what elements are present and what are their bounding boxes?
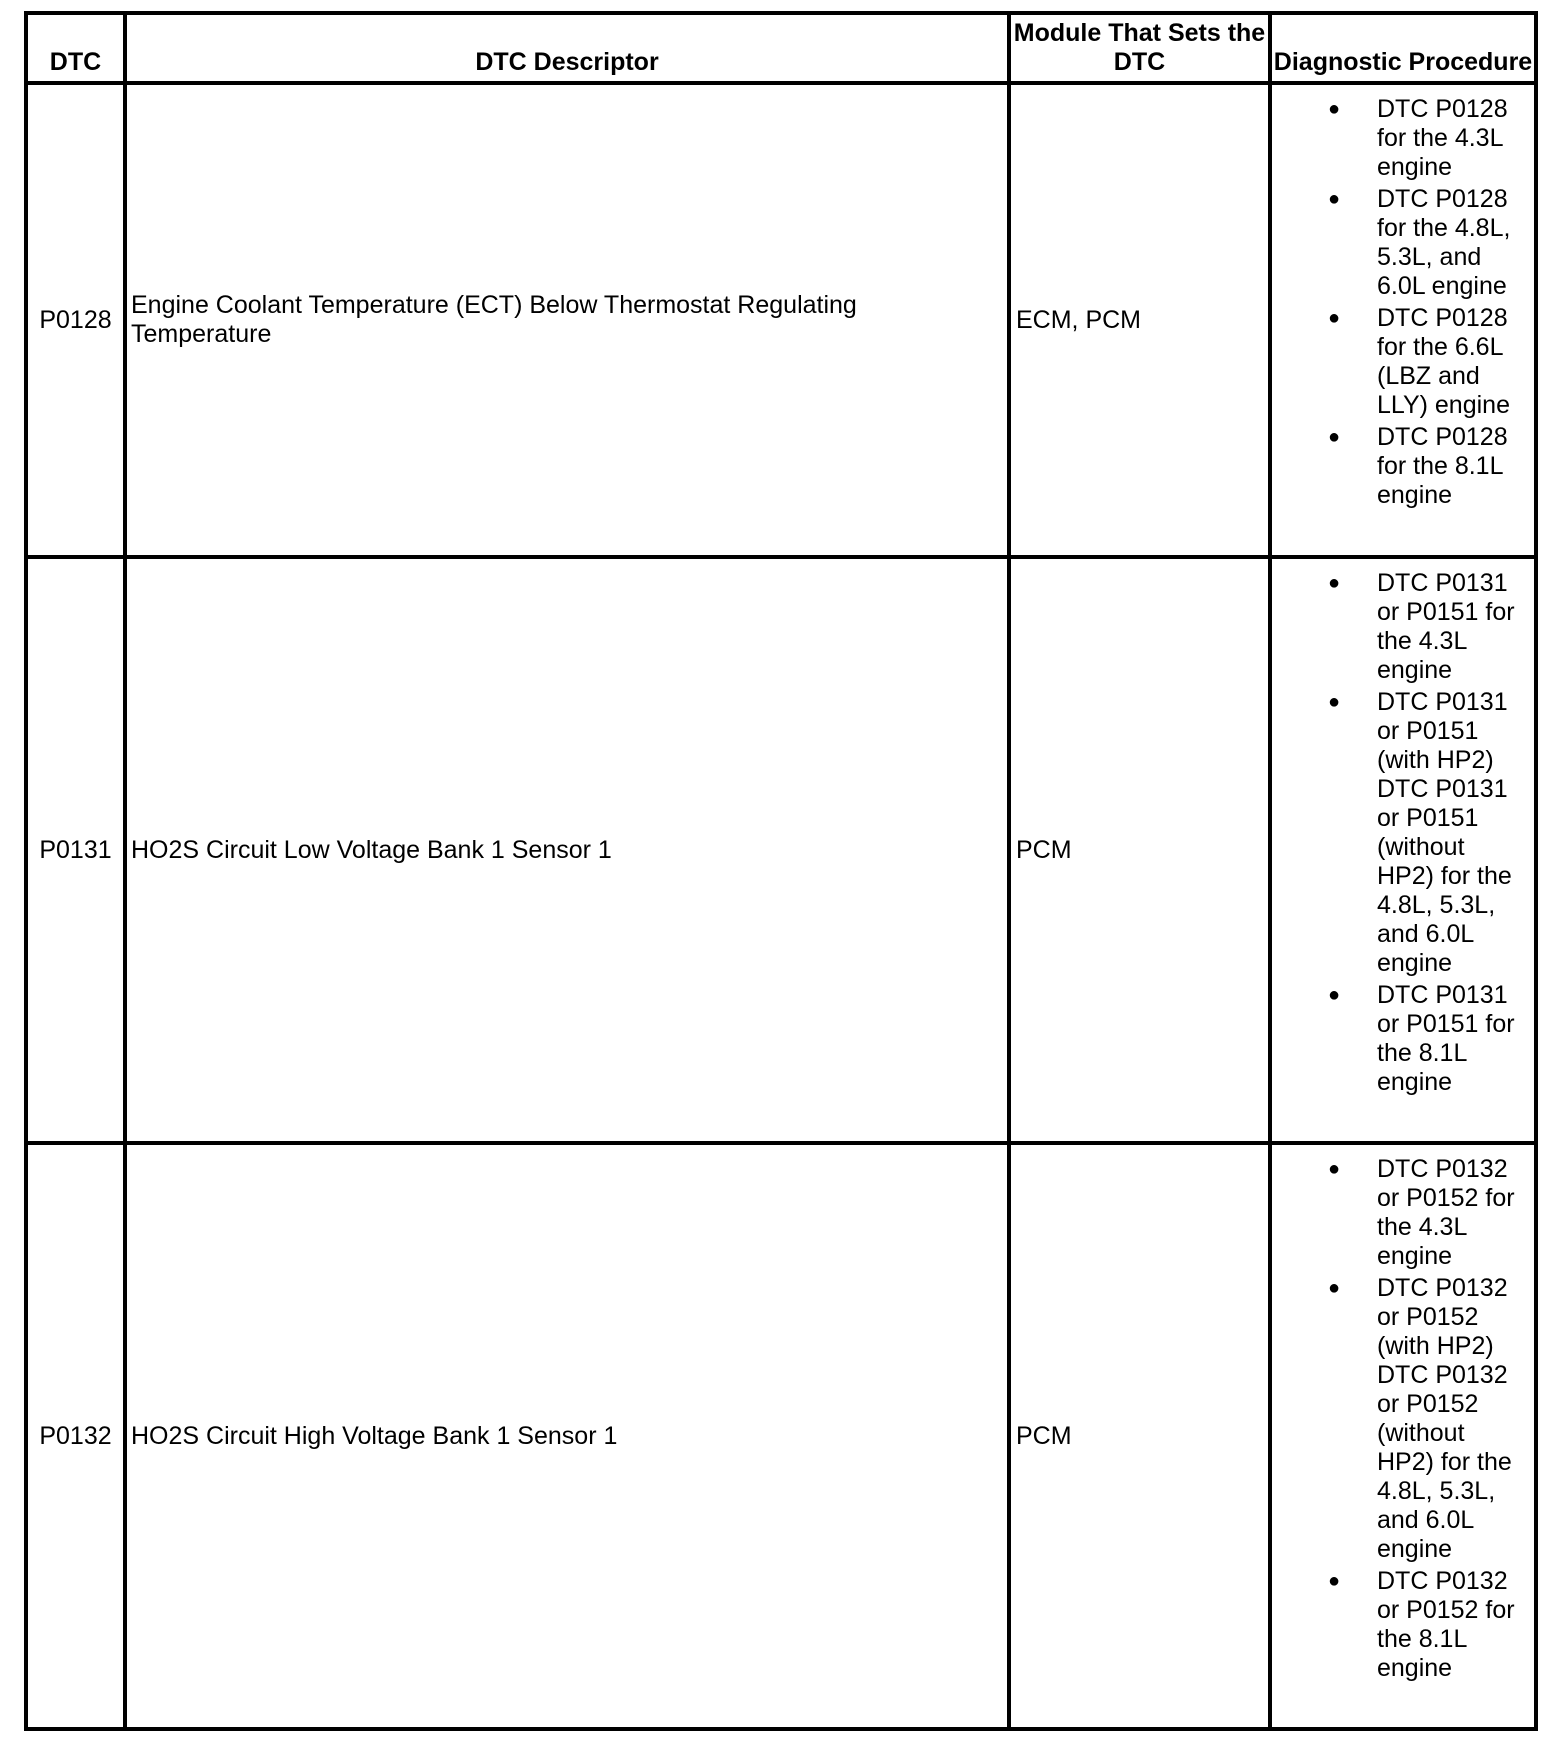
- bullet-icon: ●: [1328, 1158, 1341, 1180]
- dtc-descriptor: HO2S Circuit Low Voltage Bank 1 Sensor 1: [125, 557, 1009, 1143]
- bullet-icon: ●: [1328, 1570, 1341, 1592]
- bullet-icon: ●: [1328, 984, 1341, 1006]
- dtc-code: P0128: [26, 83, 125, 557]
- procedure-link[interactable]: [1272, 1274, 1534, 1564]
- procedure-text[interactable]: DTC P0131 or P0151 for the 8.1L engine: [1377, 981, 1515, 1096]
- header-dtc-descriptor: DTC Descriptor: [125, 13, 1009, 83]
- procedure-text[interactable]: DTC P0131 or P0151 for the 4.3L engine: [1377, 569, 1515, 684]
- procedure-cell: [1270, 557, 1536, 1143]
- procedure-text[interactable]: DTC P0131 or P0151 (with HP2) DTC P0131 or P0151 (without HP2) for the 4.8L, 5.3L, and 6.0L engine: [1377, 688, 1512, 977]
- procedure-link[interactable]: [1272, 185, 1534, 301]
- procedure-cell: [1270, 1143, 1536, 1729]
- table-row: [26, 557, 1536, 1143]
- header-diagnostic-procedure: Diagnostic Procedure: [1270, 13, 1536, 83]
- procedure-text[interactable]: DTC P0132 or P0152 for the 4.3L engine: [1377, 1155, 1515, 1270]
- procedure-text[interactable]: DTC P0132 or P0152 for the 8.1L engine: [1377, 1567, 1515, 1682]
- procedure-link[interactable]: [1272, 569, 1534, 685]
- bullet-icon: ●: [1328, 1277, 1341, 1299]
- module-name: ECM, PCM: [1009, 83, 1270, 557]
- table-row: [26, 83, 1536, 557]
- table-row: [26, 1143, 1536, 1729]
- procedure-text[interactable]: DTC P0128 for the 8.1L engine: [1377, 423, 1508, 509]
- procedure-text[interactable]: DTC P0128 for the 4.3L engine: [1377, 95, 1508, 181]
- dtc-code: P0132: [26, 1143, 125, 1729]
- procedure-link[interactable]: [1272, 688, 1534, 978]
- header-dtc: DTC: [26, 13, 125, 83]
- dtc-table: [24, 11, 1538, 1731]
- procedure-link[interactable]: [1272, 95, 1534, 182]
- procedure-link[interactable]: [1272, 981, 1534, 1097]
- bullet-icon: ●: [1328, 426, 1341, 448]
- procedure-text[interactable]: DTC P0132 or P0152 (with HP2) DTC P0132 or P0152 (without HP2) for the 4.8L, 5.3L, and 6.0L engine: [1377, 1274, 1512, 1563]
- bullet-icon: ●: [1328, 572, 1341, 594]
- module-name: PCM: [1009, 557, 1270, 1143]
- table-header-row: [26, 13, 1536, 83]
- procedure-list: [1272, 95, 1534, 510]
- procedure-link[interactable]: [1272, 1567, 1534, 1683]
- procedure-text[interactable]: DTC P0128 for the 4.8L, 5.3L, and 6.0L engine: [1377, 185, 1511, 300]
- bullet-icon: ●: [1328, 188, 1341, 210]
- dtc-descriptor: Engine Coolant Temperature (ECT) Below Thermostat Regulating Temperature: [125, 83, 1009, 557]
- header-module: Module That Sets the DTC: [1009, 13, 1270, 83]
- dtc-code: P0131: [26, 557, 125, 1143]
- procedure-list: [1272, 569, 1534, 1097]
- procedure-list: [1272, 1155, 1534, 1683]
- procedure-link[interactable]: [1272, 304, 1534, 420]
- module-name: PCM: [1009, 1143, 1270, 1729]
- bullet-icon: ●: [1328, 307, 1341, 329]
- procedure-text[interactable]: DTC P0128 for the 6.6L (LBZ and LLY) engine: [1377, 304, 1510, 419]
- procedure-cell: [1270, 83, 1536, 557]
- bullet-icon: ●: [1328, 98, 1341, 120]
- procedure-link[interactable]: [1272, 1155, 1534, 1271]
- bullet-icon: ●: [1328, 691, 1341, 713]
- dtc-descriptor: HO2S Circuit High Voltage Bank 1 Sensor 1: [125, 1143, 1009, 1729]
- procedure-link[interactable]: [1272, 423, 1534, 510]
